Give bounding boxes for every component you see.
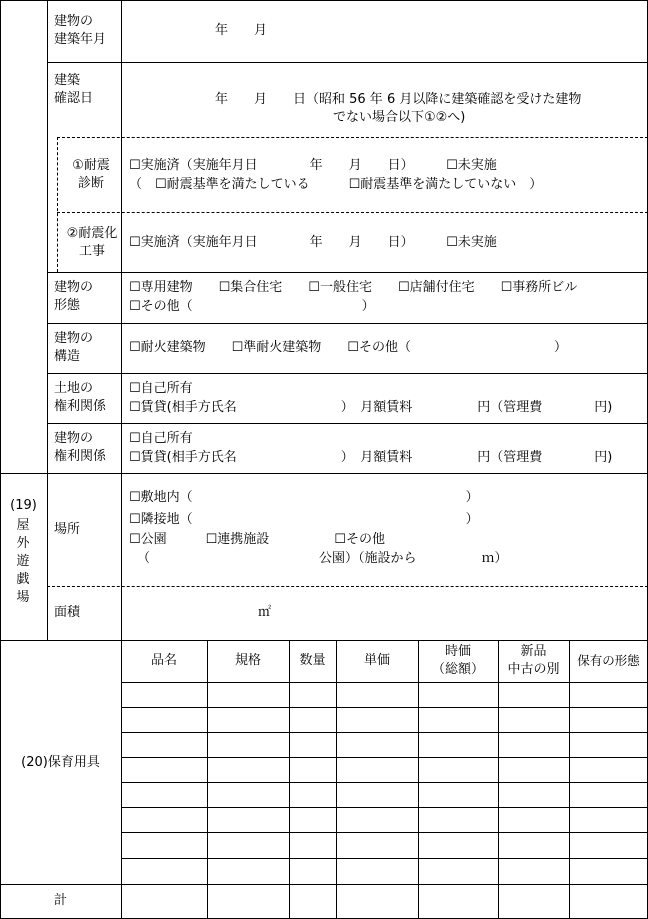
quake-diag-label: ①耐震 診断: [72, 158, 110, 191]
building-form-label: 建物の 形態: [54, 280, 94, 313]
playground-place-label: 場所: [54, 522, 81, 537]
playground-place-line3[interactable]: ☐公園 ☐連携施設 ☐その他: [129, 532, 385, 547]
playground-area-label: 面積: [54, 605, 81, 620]
equipment-header-ownership: 保有の形態: [577, 653, 640, 668]
quake-work-line1[interactable]: ☐実施済（実施年月日 年 月 日） ☐未実施: [129, 235, 497, 250]
equipment-header-qty: 数量: [299, 653, 326, 668]
building-struct-line1[interactable]: ☐耐火建築物 ☐準耐火建築物 ☐その他（ ）: [129, 340, 567, 355]
quake-diag-line1[interactable]: ☐実施済（実施年月日 年 月 日） ☐未実施: [129, 158, 497, 173]
building-rights-label: 建物の 権利関係: [54, 431, 107, 464]
playground-area-unit[interactable]: ㎡: [258, 605, 272, 620]
equipment-header-spec: 規格: [234, 653, 261, 668]
confirm-date-line2: でない場合以下①②へ): [333, 110, 466, 125]
equipment-header-new-used: 新品 中古の別: [507, 644, 560, 677]
land-rights-line2[interactable]: ☐賃貸(相手方氏名 ） 月額賃料 円（管理費 円): [129, 400, 613, 415]
building-struct-label: 建物の 構造: [54, 331, 94, 364]
building-year-label: 建物の 建築年月: [54, 14, 107, 47]
confirm-date-label: 建築 確認日: [54, 73, 94, 106]
land-rights-line1[interactable]: ☐自己所有: [129, 381, 193, 396]
playground-place-line1[interactable]: ☐敷地内（ ）: [129, 490, 479, 505]
equipment-header-unit-price: 単価: [363, 653, 390, 668]
playground-section-title: 屋 外 遊 戯 場: [16, 518, 30, 605]
playground-place-line4[interactable]: （ 公園）（施設から ｍ）: [137, 551, 508, 566]
land-rights-label: 土地の 権利関係: [54, 381, 107, 414]
quake-diag-line2[interactable]: （ ☐耐震基準を満たしている ☐耐震基準を満たしていない ）: [129, 177, 543, 192]
building-year-value[interactable]: 年 月: [215, 23, 268, 38]
building-rights-line1[interactable]: ☐自己所有: [129, 431, 193, 446]
equipment-total-label: 計: [53, 893, 67, 908]
quake-work-label: ②耐震化 工事: [66, 226, 118, 259]
playground-section-num: (19): [10, 498, 37, 513]
equipment-section-label: (20)保育用具: [21, 755, 100, 770]
equipment-header-name: 品名: [150, 653, 177, 668]
building-form-line2[interactable]: ☐その他（ ）: [129, 299, 375, 314]
playground-place-line2[interactable]: ☐隣接地（ ）: [129, 512, 479, 527]
building-form-line1[interactable]: ☐専用建物 ☐集合住宅 ☐一般住宅 ☐店舗付住宅 ☐事務所ビル: [129, 280, 578, 295]
equipment-header-market-value: 時価 （総額）: [431, 644, 484, 677]
building-rights-line2[interactable]: ☐賃貸(相手方氏名 ） 月額賃料 円（管理費 円): [129, 450, 613, 465]
confirm-date-line1[interactable]: 年 月 日（昭和 56 年 6 月以降に建築確認を受けた建物: [215, 92, 582, 107]
